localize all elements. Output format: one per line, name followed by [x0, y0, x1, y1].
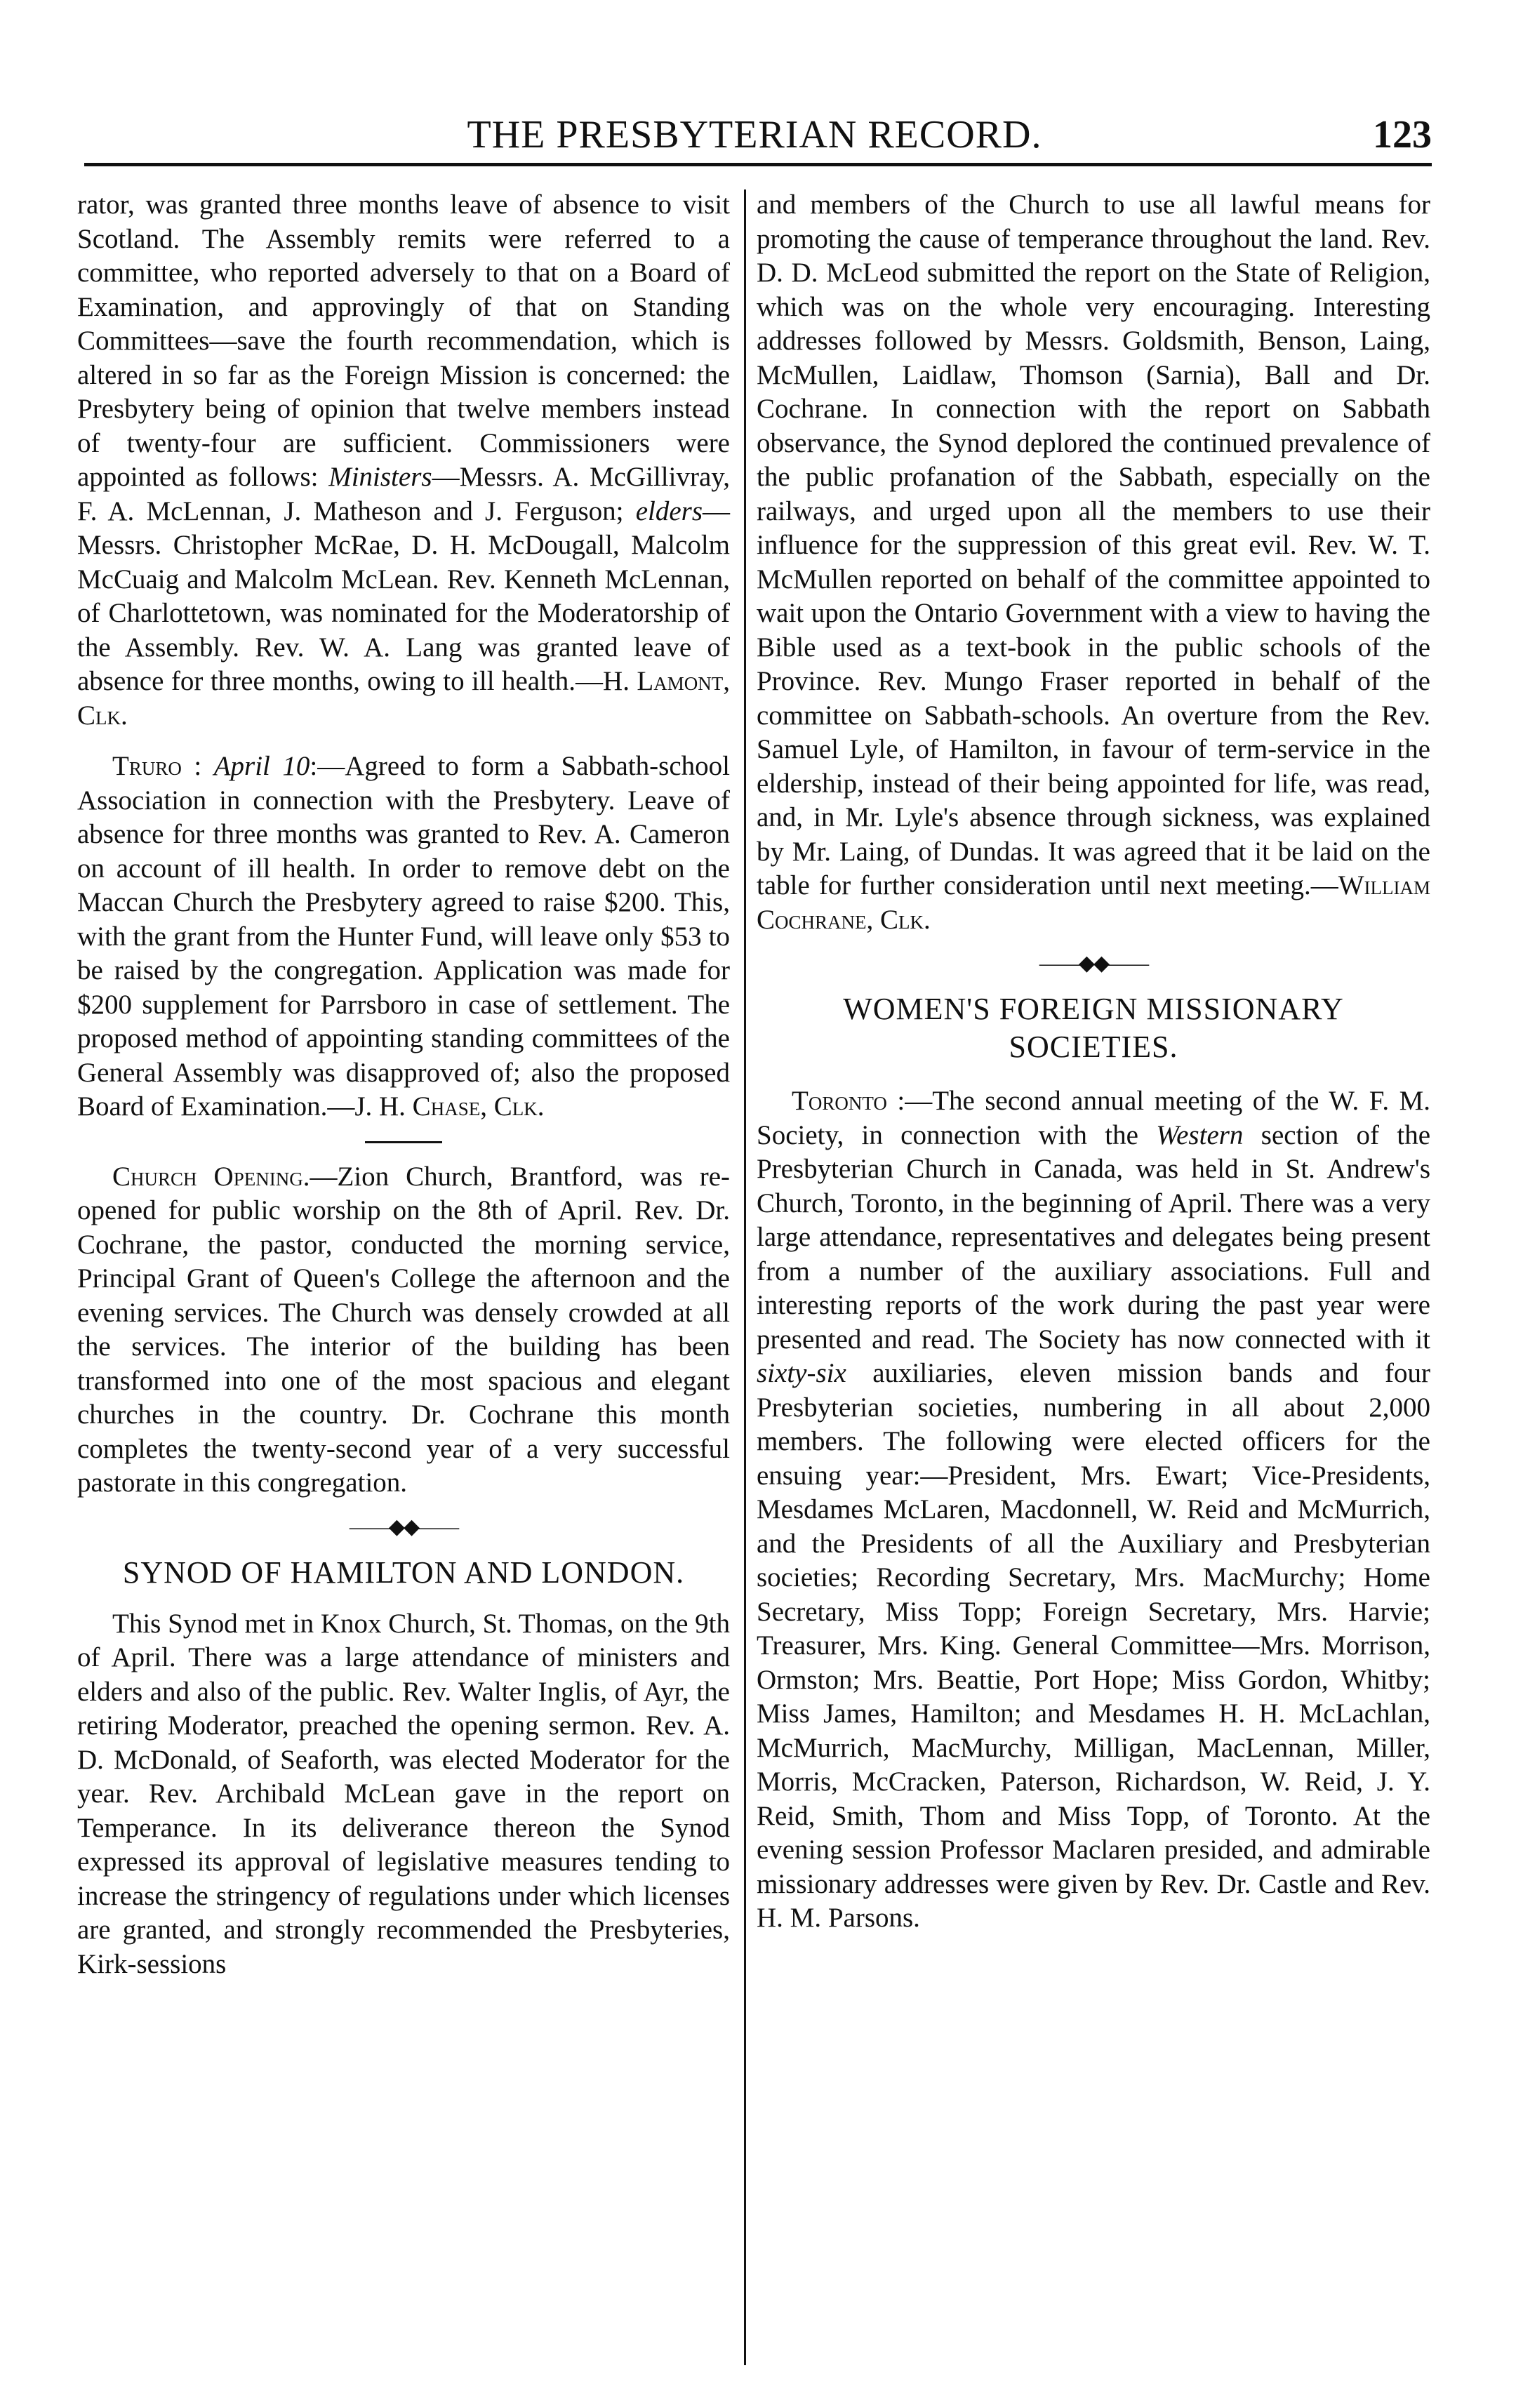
page-number: 123 [1373, 113, 1432, 157]
signature-cochrane: William Cochrane, Clk. [757, 870, 1430, 935]
synod-heading: SYNOD OF HAMILTON AND LONDON. [122, 1555, 685, 1590]
sixty-six-italic: sixty-six [757, 1358, 846, 1388]
church-opening: Church Opening.—Zion Church, Brantford, was re-opened for public worship on the 8th of April. Rev. Dr. Cochrane, the pastor, conducted the morning service, Principal Grant of Queen's College the afternoon and the evening services. The Church was densely crowded at all the services. The interior of the building has been transformed into one of the most spacious and elegant churches in the country. Dr. Cochrane this month completes the twenty-second year of a very successful pastorate in this congregation. [77, 1161, 731, 1498]
section-rule [365, 1141, 442, 1143]
truro-date: April 10 [213, 751, 310, 781]
elders-label: elders [635, 495, 703, 526]
truro-report: Truro : April 10:—Agreed to form a Sabbath-school Association in connection with the Presbytery. Leave of absence for three months was granted to Rev. A. Cameron on account of ill health. In order to remove debt on the Maccan Church the Presbytery agreed to raise $200. This, with the grant from the Hunter Fund, will leave only $53 to be raised by the congregation. Application was made for $200 supplement for Parrsboro in case of settlement. The proposed method of appointing standing committees of the General Assembly was disapproved of; also the proposed Board of Examination.—J. H. Chase, Clk. [77, 751, 730, 1122]
church-opening-label: Church Opening. [112, 1161, 310, 1192]
ornament-divider: ——◆◆—— [1039, 952, 1148, 975]
signature-chase: J. H. Chase, Clk. [354, 1091, 545, 1122]
synod-report-continued: and members of the Church to use all lawful means for promoting the cause of temperance throughout the land. Rev. D. D. McLeod submitted the report on the State of Religion, which was on the whole very encouraging. Interesting addresses followed by Messrs. Goldsmith, Benson, Laing, McMullen, Laidlaw, Thomson (Sarnia), Ball and Dr. Cochrane. In connection with the report on Sabbath observance, the Synod deplored the continued prevalence of the public profanation of the Sabbath, especially on the railways, and urged upon all the members to use their influence for the suppression of this great evil. Rev. W. T. McMullen reported on behalf of the committee appointed to wait upon the Ontario Government with a view to having the Bible used as a text-book in the public schools of the Province. Rev. Mungo Fraser reported in behalf of the committee on Sabbath-schools. An overture from the Rev. Samuel Lyle, of Hamilton, in favour of term-service in the eldership, instead of their being appointed for life, was read, and, in Mr. Lyle's absence through sickness, was explained by Mr. Laing, of Dundas. It was agreed that it be laid on the table for further consideration until next meeting.—William Cochrane, Clk. [757, 189, 1430, 935]
western-italic: Western [1156, 1119, 1244, 1150]
column-divider [744, 189, 746, 2365]
presbytery-report-continued: rator, was granted three months leave of absence to visit Scotland. The Assembly remits were referred to a committee, who reported adversely to that on a Board of Examination, and approvingly of that on Standing Committees—save the fourth recommendation, which is altered in so far as the Foreign Mission is concerned: the Presbytery being of opinion that twelve members instead of twenty-four are sufficient. Commissioners were appointed as follows: Ministers—Messrs. A. McGillivray, F. A. McLennan, J. Matheson and J. Ferguson; elders—Messrs. Christopher McRae, D. H. McDougall, Malcolm McCuaig and Malcolm McLean. Rev. Kenneth McLennan, of Charlottetown, was nominated for the Moderatorship of the Assembly. Rev. W. A. Lang was granted leave of absence for three months, owing to ill health.—H. Lamont, Clk. [77, 189, 731, 731]
toronto-report: Toronto :—The second annual meeting of the W. F. M. Society, in connection with the Western section of the Presbyterian Church in Canada, was held in St. Andrew's Church, Toronto, in the beginning of April. There was a very large attendance, representatives and delegates being present from a number of the auxiliary associations. Full and interesting reports of the work during the past year were presented and read. The Society has now connected with it sixty-six auxiliaries, eleven mission bands and four Presbyterian societies, numbering in all about 2,000 members. The following were elected officers for the ensuing year:—President, Mrs. Ewart; Vice-Presidents, Mesdames McLaren, Macdonnell, W. Reid and McMurrich, and the Presidents of all the Auxiliary and Presbyterian societies; Recording Secretary, Mrs. MacMurchy; Home Secretary, Miss Topp; Foreign Secretary, Mrs. Harvie; Treasurer, Mrs. King. General Committee—Mrs. Morrison, Ormston; Mrs. Beattie, Port Hope; Miss Gordon, Whitby; Miss James, Hamilton; and Mesdames H. H. McLachlan, McMurrich, MacMurchy, Milligan, MacLennan, Miller, Morris, McCracken, Paterson, Richardson, W. Reid, J. Y. Reid, Smith, Thom and Miss Topp, of Toronto. At the evening session Professor Maclaren presided, and admirable missionary addresses were given by Rev. Dr. Castle and Rev. H. M. Parsons. [757, 1086, 1431, 1933]
right-column [757, 188, 1430, 1936]
ornament-divider: ——◆◆—— [349, 1515, 458, 1538]
left-column [77, 188, 730, 1981]
signature-lamont: H. Lamont, Clk. [77, 666, 730, 731]
synod-report: This Synod met in Knox Church, St. Thomas, on the 9th of April. There was a large attendance of ministers and elders and also of the public. Rev. Walter Inglis, of Ayr, the retiring Moderator, preached the opening sermon. Rev. A. D. McDonald, of Seaforth, was elected Moderator for the year. Rev. Archibald McLean gave in the report on Temperance. In its deliverance thereon the Synod expressed its approval of legislative measures tending to increase the stringency of regulations under which licenses are granted, and strongly recommended the Presbyteries, Kirk-sessions [77, 1608, 731, 1979]
wfms-heading: WOMEN'S FOREIGN MISSIONARY SOCIETIES. [843, 992, 1344, 1064]
journal-title: THE PRESBYTERIAN RECORD. [467, 113, 1042, 157]
truro-label: Truro [112, 751, 182, 781]
ministers-label: Ministers [328, 462, 432, 492]
page-header [77, 105, 1432, 161]
toronto-label: Toronto [792, 1086, 887, 1116]
header-rule [84, 163, 1432, 166]
